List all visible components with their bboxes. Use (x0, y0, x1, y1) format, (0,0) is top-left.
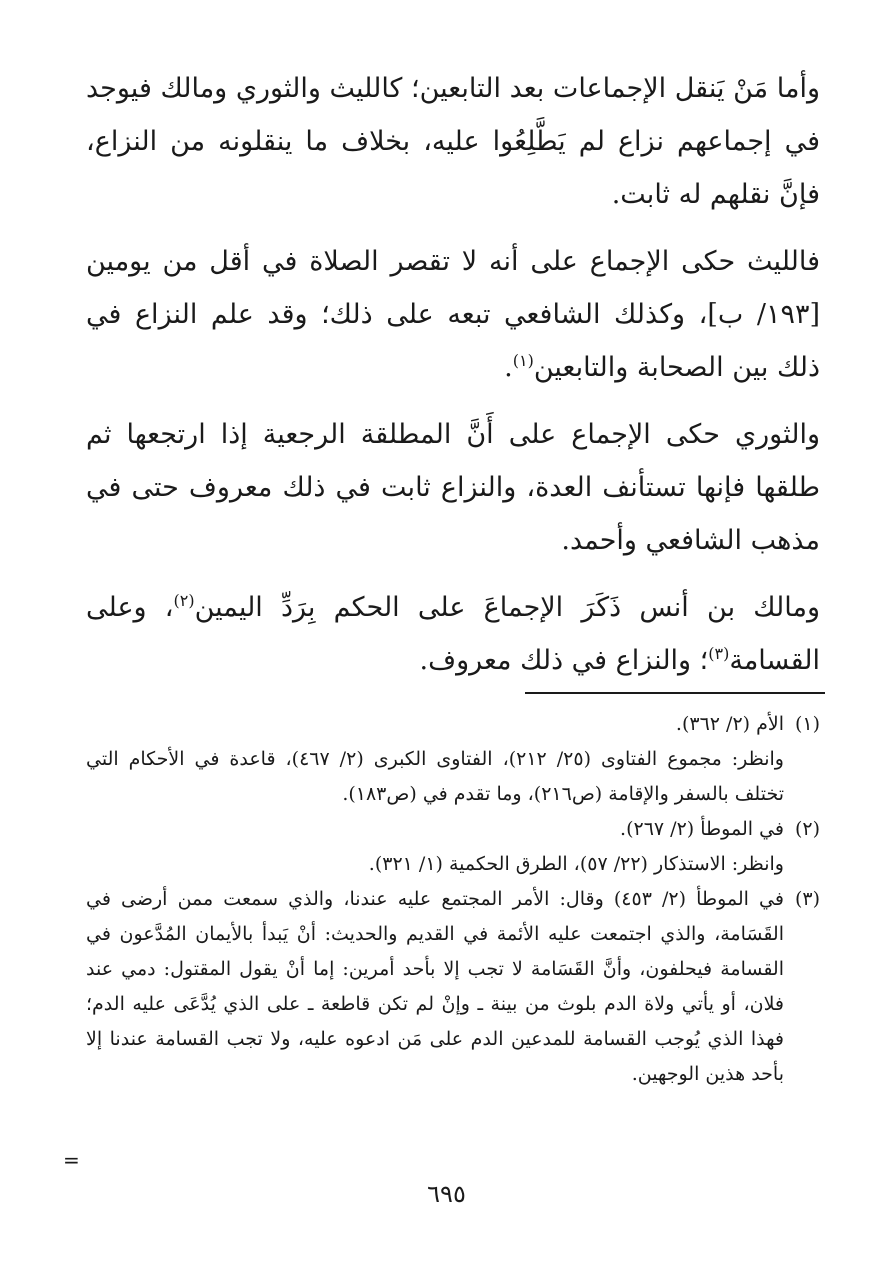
footnote-3 (86, 882, 820, 1092)
footnote-line: وانظر: الاستذكار (٢٢/ ٥٧)، الطرق الحكمية (١/ ٣٢١). (368, 853, 784, 875)
footnotes (86, 707, 820, 1092)
paragraph-text: ومالك بن أنس ذَكَرَ الإجماعَ على الحكم بِرَدِّ اليمين (194, 592, 820, 623)
paragraph-text: وأما مَنْ يَنقل الإجماعات بعد التابعين؛ كالليث والثوري ومالك فيوجد في إجماعهم نزاع لم يَطَّلِعُوا عليه، بخلاف ما ينقلونه من النزاع، فإنَّ نقلهم له ثابت. (86, 73, 820, 210)
footnote-1 (86, 707, 820, 812)
paragraph-tail: . (504, 352, 513, 383)
footnote-body (86, 882, 784, 1092)
footnote-line: وانظر: مجموع الفتاوى (٢٥/ ٢١٢)، الفتاوى الكبرى (٢/ ٤٦٧)، قاعدة في الأحكام التي تختلف بالسفر والإقامة (ص٢١٦)، وما تقدم في (ص١٨٣). (86, 748, 784, 805)
footnote-line: في الموطأ (٢/ ٢٦٧). (620, 818, 784, 840)
paragraph-4 (86, 581, 820, 687)
footnote-ref-3: (٣) (708, 644, 730, 663)
main-text (86, 62, 820, 701)
paragraph-tail: ؛ والنزاع في ذلك معروف. (419, 645, 709, 676)
footnote-line: الأم (٢/ ٣٦٢). (675, 713, 784, 735)
continuation-mark: = (63, 1148, 80, 1172)
paragraph-3 (86, 408, 820, 567)
paragraph-2 (86, 235, 820, 394)
footnote-ref-1: (١) (512, 351, 534, 370)
page-number: ٦٩٥ (427, 1180, 466, 1208)
paragraph-text: والثوري حكى الإجماع على أَنَّ المطلقة الرجعية إذا ارتجعها ثم طلقها فإنها تستأنف العدة، والنزاع ثابت في ذلك معروف حتى في مذهب الشافعي وأحمد. (86, 419, 820, 556)
footnote-number: (١) (794, 713, 820, 735)
footnote-2 (86, 812, 820, 882)
paragraph-1 (86, 62, 820, 221)
footnote-ref-2: (٢) (173, 591, 195, 610)
footnote-number: (٣) (794, 888, 820, 910)
paragraph-middle: ، وعلى القسامة (86, 592, 820, 676)
footnote-line: في الموطأ (٢/ ٤٥٣) وقال: الأمر المجتمع عليه عندنا، والذي سمعت ممن أرضى في القَسَامة، والذي اجتمعت عليه الأئمة في القديم والحديث: أنْ يَبدأ بالأيمان المُدَّعون في القسامة فيحلفون، وأنَّ القَسَامة لا تجب إلا بأحد أمرين: إما أنْ يقول المقتول: دمي عند فلان، أو يأتي ولاة الدم بلوث من بينة ـ وإنْ لم تكن قاطعة ـ على الذي يُدَّعَى عليه الدم؛ فهذا الذي يُوجب القسامة للمدعين الدم على مَن ادعوه عليه، ولا تجب القسامة عندنا إلا بأحد هذين الوجهين. (86, 888, 784, 1085)
footnote-separator (525, 692, 825, 694)
footnote-number: (٢) (794, 818, 820, 840)
footnote-body (86, 707, 784, 812)
paragraph-text: فالليث حكى الإجماع على أنه لا تقصر الصلاة في أقل من يومين [١٩٣/ ب]، وكذلك الشافعي تبعه على ذلك؛ وقد علم النزاع في ذلك بين الصحابة والتابعين (86, 246, 820, 383)
footnote-body (86, 812, 784, 882)
